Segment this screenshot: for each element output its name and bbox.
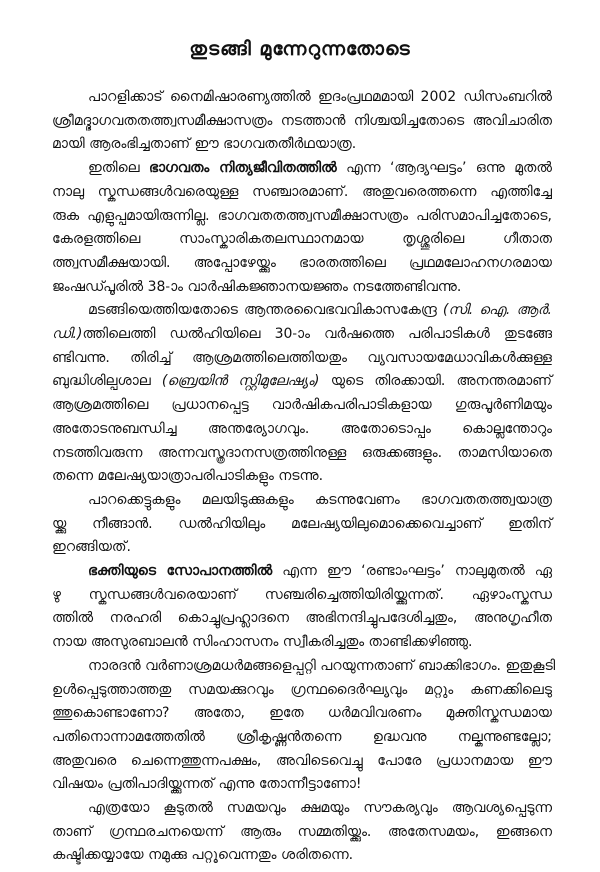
paragraph-6-line	[88, 656, 556, 676]
text-segment: എന്ന ഈ ‘രണ്ടാംഘട്ടം’ നാലുമുതൽ ഏ	[272, 563, 552, 579]
paragraph-4-line	[52, 514, 552, 534]
paragraph-2-line	[52, 253, 552, 273]
paragraph-2-line	[52, 229, 552, 249]
text-segment: യുടെ തിരക്കായി. അനന്തരമാണ്	[319, 373, 552, 390]
paragraph-4-line	[52, 537, 552, 557]
text-segment: തന്നെ മലേഷ്യയാത്രാപരിപാടികളും നടന്നു.	[52, 468, 324, 485]
paragraph-6-line	[52, 727, 552, 747]
paragraph-3-line	[52, 395, 552, 415]
paragraph-5-line	[88, 561, 552, 581]
paragraph-3-line	[52, 348, 552, 368]
text-segment: ഇറങ്ങിയത്.	[52, 539, 131, 556]
paragraph-6-line	[52, 751, 552, 771]
paragraph-5-line	[52, 632, 552, 652]
paragraph-3-line	[52, 419, 552, 439]
paragraph-4-line	[88, 490, 552, 510]
paragraph-3-line	[52, 371, 552, 391]
text-segment: അതോടനുബന്ധിച്ച അന്തര്യോഗവും. അതോടൊപ്പം കൊല്ലന്തോറും	[52, 420, 552, 437]
text-segment: ത്തിൽ നരഹരി കൊച്ചുപ്രഹ്ലാദനെ അഭിനന്ദിച്ചുപദേശിച്ചതും, അനുഗൃഹീത	[52, 610, 552, 627]
text-segment: ത്തുകൊണ്ടാണോ? അതോ, ഇതേ ധർമവിവരണം മുക്തിസ്കന്ധമായ	[52, 705, 552, 722]
paragraph-3-line	[52, 466, 552, 486]
text-segment: ഇതിലെ	[88, 160, 149, 177]
paragraph-7-line	[52, 845, 552, 865]
text-segment: മായി ആരംഭിച്ചതാണ് ഈ ഭാഗവതതീർഥയാത്ര.	[52, 136, 357, 153]
paragraph-1-line	[88, 87, 552, 107]
paragraph-2-line	[88, 158, 552, 178]
paragraph-3-line	[52, 324, 552, 344]
bold-phrase: ഭക്തിയുടെ സോപാനത്തിൽ	[88, 563, 273, 579]
paragraph-6-line	[52, 774, 552, 794]
paragraph-7-line	[52, 822, 552, 842]
text-segment: പതിനൊന്നാമത്തേതിൽ ശ്രീകൃഷ്ണൻതന്നെ ഉദ്ധവനു നല്കുന്നുണ്ടല്ലോ;	[52, 728, 552, 745]
italic-phrase: (സി. ഐ. ആർ.	[442, 302, 552, 319]
text-segment: ജംഷഡ്പൂരിൽ 38-ാം വാർഷികജ്ഞാനയജ്ഞം നടത്തേണ്ടിവന്നു.	[52, 278, 462, 295]
text-segment: കേരളത്തിലെ സാംസ്കാരികതലസ്ഥാനമായ തൃശ്ശൂരിലെ ഗീതാത	[52, 231, 552, 248]
text-segment: അതുവരെ ചെന്നെത്തുന്നപക്ഷം, അവിടെവെച്ചു പോരേ പ്രധാനമായ ഈ	[52, 752, 552, 769]
paragraph-6-line	[52, 680, 552, 700]
text-segment: രുക എളുപ്പമായിരുന്നില്ല. ഭാഗവതതത്ത്വസമീക്ഷാസത്രം പരിസമാപിച്ചതോടെ,	[52, 207, 552, 224]
paragraph-6-line	[52, 703, 552, 723]
text-segment: പാറക്കെട്ടുകളും മലയിടുക്കുകളും കടന്നുവേണം ഭാഗവതതത്ത്വയാത്ര	[88, 491, 552, 508]
text-segment: നടത്തിവരുന്ന അന്നവസ്ത്രദാനസത്രത്തിനുള്ള ഒരുക്കങ്ങളും. താമസിയാതെ	[52, 444, 552, 461]
text-segment: എത്രയോ കൂടുതൽ സമയവും ക്ഷമയും സൗകര്യവും ആവശ്യപ്പെടുന്ന	[88, 800, 552, 816]
text-segment: നായ അസുരബാലൻ സിംഹാസനം സ്വീകരിച്ചതും താണ്ടിക്കഴിഞ്ഞു.	[52, 634, 473, 651]
paragraph-2-line	[52, 182, 552, 202]
paragraph-7-line	[88, 798, 552, 818]
text-segment: കഷ്ടിക്കയ്യായേ നമുക്കു പറ്റൂവെന്നതും ശരിതന്നെ.	[52, 847, 354, 864]
paragraph-1-line	[52, 134, 552, 154]
text-segment: മടങ്ങിയെത്തിയതോടെ ആന്തരവൈഭവവികാസകേന്ദ്ര	[88, 302, 443, 319]
paragraph-2-line	[52, 277, 552, 297]
text-segment: നാലു സ്കന്ധങ്ങൾവരെയുള്ള സഞ്ചാരമാണ്. അതുവരെത്തന്നെ എത്തിച്ചേ	[52, 183, 552, 200]
bold-phrase: ഭാഗവതം നിത്യജീവിതത്തിൽ	[148, 160, 337, 177]
paragraph-3-line	[52, 443, 552, 463]
text-segment: ത്തിലെത്തി ഡൽഹിയിലെ 30-ാം വർഷത്തെ പരിപാടികൾ തുടങ്ങേ	[82, 326, 552, 342]
paragraph-5-line	[52, 585, 552, 605]
text-segment: എന്ന ‘ആദ്യഘട്ടം’ ഒന്നു മുതൽ	[336, 160, 552, 177]
text-segment: ത്ത്വസമീക്ഷയായി. അപ്പോഴേയ്ക്കും ഭാരതത്തിലെ പ്രഥമലോഹനഗരമായ	[52, 254, 552, 271]
text-segment: ഉൾപ്പെടുത്താത്തതു സമയക്കുറവും ഗ്രന്ഥദൈർഘ്യവും മറ്റും കണക്കിലെടു	[52, 681, 552, 698]
text-segment: ബുദ്ധിശില്പശാല	[52, 373, 162, 390]
text-segment: യ്ക്കു നീങ്ങാൻ. ഡൽഹിയിലും മലേഷ്യയിലുമൊക്കെവെച്ചാണ് ഇതിന്	[52, 515, 552, 532]
italic-phrase: ഡി.)	[52, 326, 83, 342]
text-segment: പാറളിക്കാട് നൈമിഷാരണ്യത്തിൽ ഇദംപ്രഥമമായി 2002 ഡിസംബറിൽ	[88, 89, 552, 105]
page-title: തുടങ്ങി മുന്നേറുന്നതോടെ	[189, 38, 411, 60]
text-segment: ആശ്രമത്തിലെ പ്രധാനപ്പെട്ട വാർഷികപരിപാടികളായ ഗുരുപൂർണിമയും	[52, 397, 552, 414]
paragraph-2-line	[52, 206, 552, 226]
italic-phrase: (ബ്രെയിൻ സ്റ്റിമുലേഷ്യം)	[161, 373, 320, 390]
paragraph-1-line	[52, 111, 552, 131]
paragraph-5-line	[52, 608, 552, 628]
text-segment: ശ്രീമദ്ഭാഗവതതത്ത്വസമീക്ഷാസത്രം നടത്താൻ നിശ്ചയിച്ചതോടെ അവിചാരിത	[52, 112, 552, 129]
text-segment: വിഷയം പ്രതിപാദിയ്ക്കുന്നത് എന്നു തോന്നീട്ടാണോ!	[52, 776, 362, 793]
text-segment: ഴു സ്കന്ധങ്ങൾവരെയാണ് സഞ്ചരിച്ചെത്തിയിരിയ്ക്കുന്നത്. ഏഴാംസ്കന്ധ	[52, 586, 552, 603]
text-segment: ണ്ടിവന്നു. തിരിച്ച് ആശ്രമത്തിലെത്തിയതും വ്യവസായമേധാവികൾക്കുള്ള	[52, 349, 552, 366]
text-segment: താണ് ഗ്രന്ഥരചനയെന്ന് ആരും സമ്മതിയ്ക്കും. അതേസമയം, ഇങ്ങനെ	[52, 823, 552, 840]
paragraph-3-line	[88, 300, 552, 320]
text-segment: നാരദൻ വർണാശ്രമധർമങ്ങളെപ്പറ്റി പറയുന്നതാണ് ബാക്കിഭാഗം. ഇതുകൂടി	[88, 657, 556, 674]
